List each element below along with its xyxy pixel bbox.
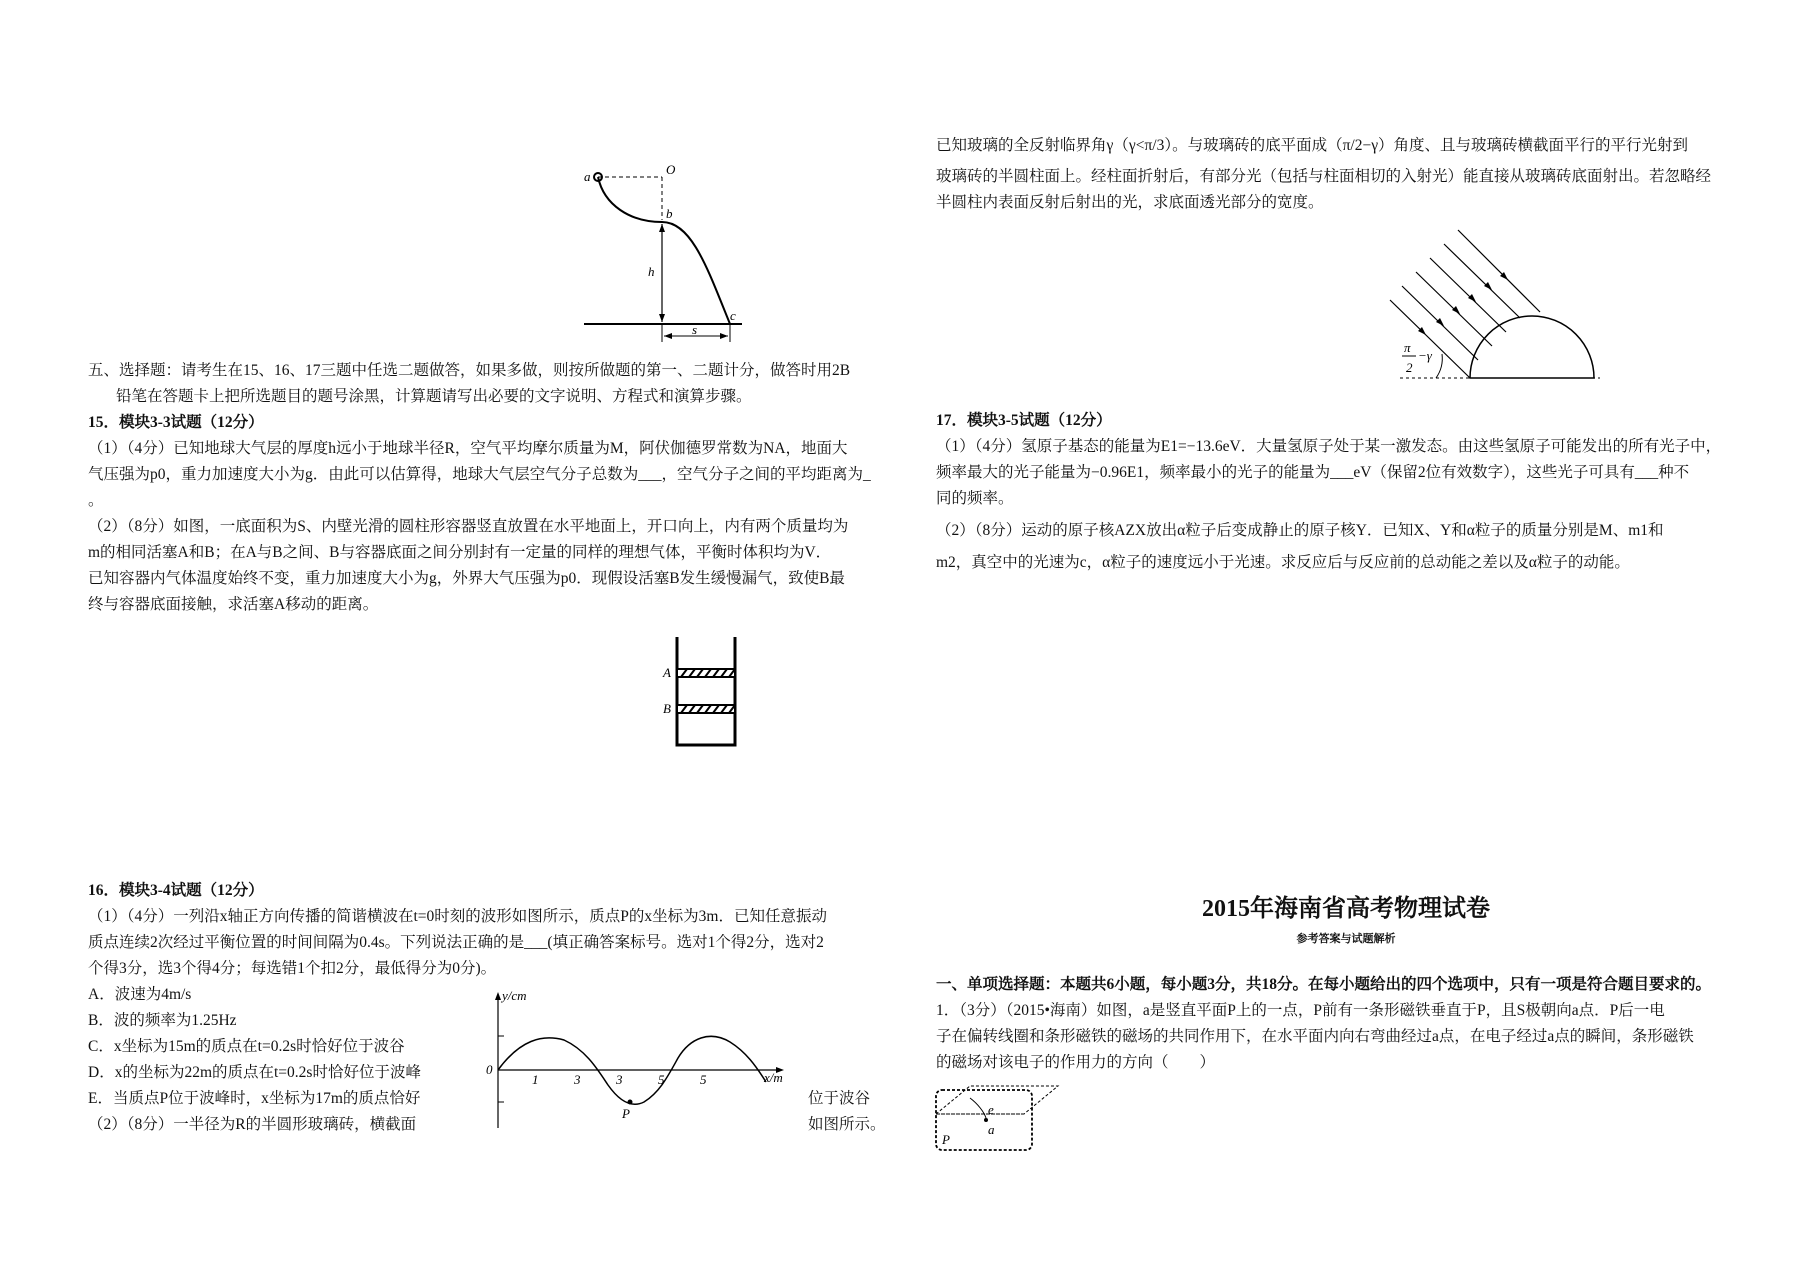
tick-3a: 3 (574, 1072, 581, 1087)
track-figure (580, 160, 750, 350)
right-column-q17 (936, 408, 1756, 576)
x-axis-label: x/m (764, 1070, 783, 1085)
option-a: A．波速为4m/s (88, 986, 192, 1003)
tick-3b: 3 (616, 1072, 623, 1087)
q17-part1-l1: （1）（4分）氢原子基态的能量为E1=−13.6eV．大量氢原子处于某一激发态。由这些氢原子可能发出的所有光子中， (936, 438, 1722, 455)
label-a: a (584, 169, 591, 184)
q1-l3: 的磁场对该电子的作用力的方向（ ） (936, 1054, 1216, 1071)
tick-5b: 5 (700, 1072, 707, 1087)
label-c: c (730, 308, 736, 323)
answer-subtitle: 参考答案与试题解析 (1296, 933, 1396, 945)
right-column-answers (936, 972, 1756, 1076)
semicircle-figure (1390, 228, 1600, 383)
q17-part2-l1: （2）（8分）运动的原子核AZX放出α粒子后变成静止的原子核Y．已知X、Y和α粒子的质量分别是M、m1和 (936, 522, 1664, 539)
label-e: e (988, 1102, 994, 1117)
q16-part1-l1: （1）（4分）一列沿x轴正方向传播的简谐横波在t=0时刻的波形如图所示，质点P的x坐标为3m．已知任意振动 (88, 908, 827, 925)
q15-part1-l2: 气压强为p0，重力加速度大小为g．由此可以估算得，地球大气层空气分子总数为___，空气分子之间的平均距离为_ (88, 466, 871, 483)
q15-part2-l2: m的相同活塞A和B；在A与B之间、B与容器底面之间分别封有一定量的同样的理想气体，平衡时体积均为V． (88, 544, 832, 561)
angle-two: 2 (1406, 360, 1413, 375)
q17-title: 17．模块3-5试题（12分） (936, 412, 1112, 429)
q1-l1: 1．（3分）（2015•海南）如图，a是竖直平面P上的一点，P前有一条形磁铁垂直于P，且S极朝向a点．P后一电 (936, 1002, 1665, 1019)
q16-part2: （2）（8分）一半径为R的半圆形玻璃砖，横截面 (88, 1116, 417, 1133)
q17-part1-l3: 同的频率。 (936, 490, 1014, 507)
option-c: C．x坐标为15m的质点在t=0.2s时恰好位于波谷 (88, 1038, 405, 1055)
q16-cont-l2: 玻璃砖的半圆柱面上。经柱面折射后，有部分光（包括与柱面相切的入射光）能直接从玻璃砖底面射出。若忽略经 (936, 168, 1712, 185)
q16-title: 16．模块3-4试题（12分） (88, 882, 264, 899)
label-p: P (622, 1106, 630, 1121)
label-o: O (666, 162, 676, 177)
y-axis-label: y/cm (502, 988, 527, 1003)
label-b: b (666, 206, 673, 221)
tick-5a: 5 (658, 1072, 665, 1087)
section1-title: 一、单项选择题：本题共6小题，每小题3分，共18分。在每小题给出的四个选项中，只有一项是符合题目要求的。 (936, 976, 1712, 993)
q16-part1-l2: 质点连续2次经过平衡位置的时间间隔为0.4s。下列说法正确的是___(填正确答案标号。选对1个得2分，选对2 (88, 934, 824, 951)
answer-title: 2015年海南省高考物理试卷 (1202, 896, 1490, 922)
q1-l2: 子在偏转线圈和条形磁铁的磁场的共同作用下，在水平面内向右弯曲经过a点，在电子经过a点的瞬间，条形磁铁 (936, 1028, 1694, 1045)
container-figure (655, 635, 755, 750)
point-p (628, 1100, 633, 1105)
q15-part2-l4: 终与容器底面接触，求活塞A移动的距离。 (88, 596, 379, 613)
q17-part1-l2: 频率最大的光子能量为−0.96E1，频率最小的光子的能量为___eV（保留2位有效数字），这些光子可具有___种不 (936, 464, 1690, 481)
right-column-top (936, 128, 1756, 216)
q15-title: 15．模块3-3试题（12分） (88, 414, 264, 431)
option-e: E．当质点P位于波峰时，x坐标为17m的质点恰好 (88, 1090, 421, 1107)
q16-cont-l3: 半圆柱内表面反射后射出的光，求底面透光部分的宽度。 (936, 194, 1324, 211)
origin-label: 0 (486, 1062, 493, 1077)
q15-part1-l3: 。 (88, 492, 104, 509)
tick-1: 1 (532, 1072, 539, 1087)
option-b: B．波的频率为1.25Hz (88, 1012, 237, 1029)
angle-gamma: −γ (1418, 348, 1432, 363)
option-e-cont: 位于波谷 (808, 1090, 871, 1107)
semicircle (1470, 316, 1594, 378)
q15-part2-l3: 已知容器内气体温度始终不变，重力加速度大小为g，外界大气压强为p0．现假设活塞B发生缓慢漏气，致使B最 (88, 570, 845, 587)
q16-part1-l3: 个得3分，选3个得4分；每选错1个扣2分，最低得分为0分)。 (88, 960, 497, 977)
q15-part1-l1: （1）（4分）已知地球大气层的厚度h远小于地球半径R，空气平均摩尔质量为M，阿伏伽德罗常数为NA，地面大 (88, 440, 848, 457)
left-column (88, 358, 898, 618)
angle-pi: π (1404, 340, 1411, 355)
option-d: D．x的坐标为22m的质点在t=0.2s时恰好位于波峰 (88, 1064, 421, 1081)
q16-cont-l1: 已知玻璃的全反射临界角γ（γ<π/3）。与玻璃砖的底平面成（π/2−γ）角度、且与玻璃砖横截面平行的平行光射到 (936, 137, 1689, 154)
plane-figure (930, 1082, 1070, 1154)
wave-figure (480, 990, 800, 1130)
section5-text: 五、选择题：请考生在15、16、17三题中任选二题做答，如果多做，则按所做题的第一、二题计分，做答时用2B (88, 362, 851, 379)
label-s: s (692, 322, 698, 337)
label-a: a (988, 1122, 995, 1137)
track-curve (598, 177, 730, 324)
section5-text-cont: 铅笔在答题卡上把所选题目的题号涂黑，计算题请写出必要的文字说明、方程式和演算步骤。 (116, 388, 752, 405)
q16-part2-cont: 如图所示。 (808, 1116, 886, 1133)
q17-part2-l2: m2，真空中的光速为c，α粒子的速度远小于光速。求反应后与反应前的总动能之差以及α粒子的动能。 (936, 554, 1630, 571)
label-b: B (663, 701, 671, 716)
label-p: P (942, 1132, 950, 1147)
q15-part2-l1: （2）（8分）如图，一底面积为S、内壁光滑的圆柱形容器竖直放置在水平地面上，开口向上，内有两个质量均为 (88, 518, 849, 535)
label-h: h (648, 264, 655, 279)
label-a: A (663, 665, 671, 680)
